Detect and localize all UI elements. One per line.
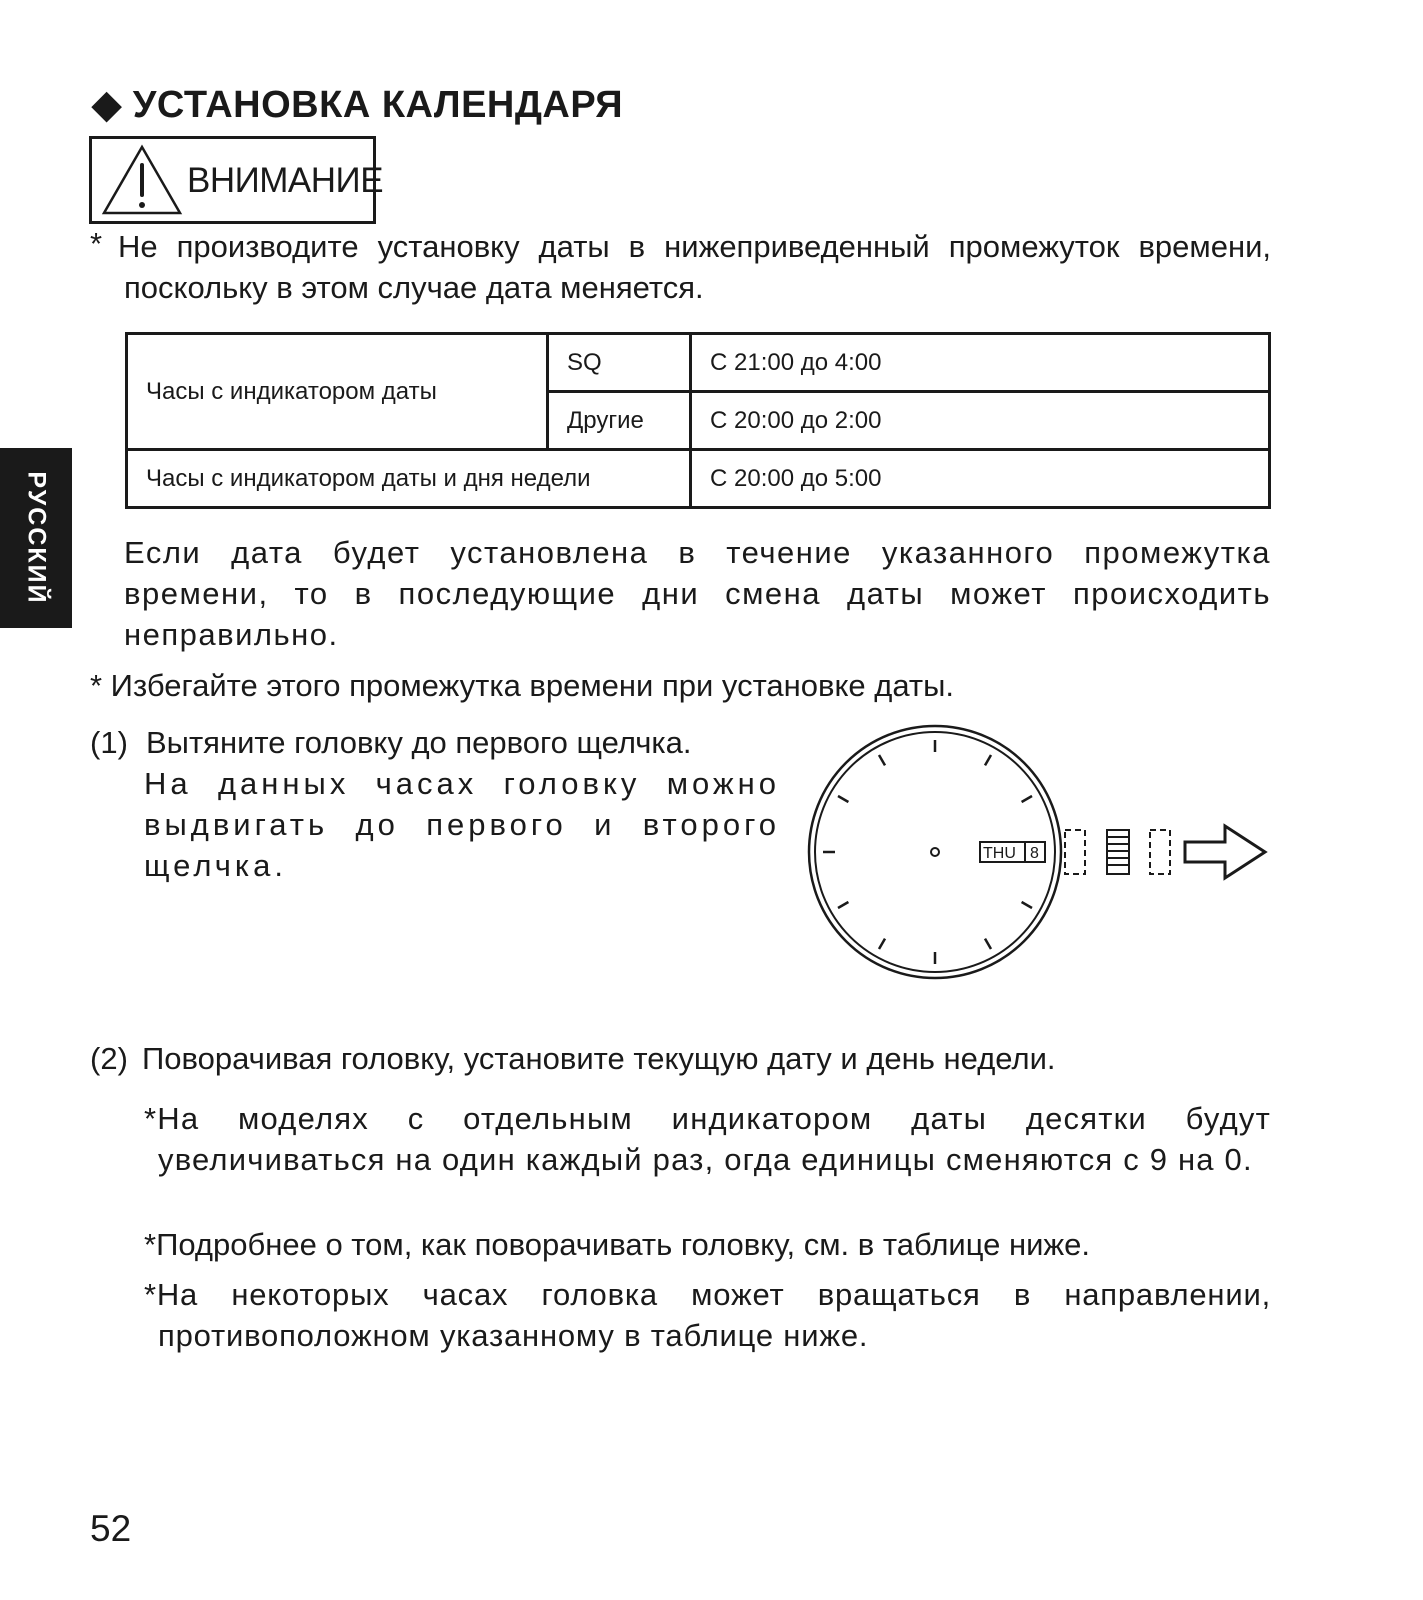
hour-marker: [879, 939, 885, 949]
caution-label: ВНИМАНИЕ: [187, 161, 384, 200]
table-cell-model: SQ: [548, 334, 691, 392]
hour-marker: [1022, 902, 1032, 908]
step1-line1: Вытяните головку до первого щелчка.: [146, 725, 692, 760]
language-tab: [0, 448, 72, 628]
pull-arrow-icon: [1185, 826, 1265, 878]
hour-marker: [1022, 796, 1032, 802]
crown-icon: [1065, 830, 1170, 874]
note-tens-digit: *На моделях с отдельным индикатором даты десятки будут увеличиваться на один каждый раз, огда единицы сменяются с 9 на 0.: [144, 1101, 1271, 1177]
note-crown-table: *Подробнее о том, как поворачивать головку, см. в таблице ниже.: [144, 1227, 1091, 1262]
note-reverse-direction: *На некоторых часах головка может вращаться в направлении, противоположном указанному в таблице ниже.: [144, 1277, 1271, 1353]
warning-triangle-icon: [100, 143, 184, 219]
step2-number: (2): [90, 1041, 128, 1076]
hour-marker: [838, 902, 848, 908]
page-number: 52: [90, 1508, 132, 1549]
step2-text: Поворачивая головку, установите текущую дату и день недели.: [142, 1041, 1056, 1076]
caution-note: Не производите установку даты в нижеприведенный промежуток времени, поскольку в этом случае дата меняется.: [118, 229, 1271, 305]
hour-marker: [985, 939, 991, 949]
table-cell-watch-type: Часы с индикатором даты и дня недели: [127, 450, 691, 508]
date-change-table: [125, 332, 1271, 509]
watch-diagram: [805, 718, 1285, 988]
section-title: ◆ УСТАНОВКА КАЛЕНДАРЯ: [92, 84, 624, 126]
table-cell-watch-type: Часы с индикатором даты: [127, 334, 548, 450]
note-star: *: [90, 226, 103, 261]
hour-marker: [879, 755, 885, 765]
warning-paragraph: Если дата будет установлена в течение указанного промежутка времени, то в последующие дни смена даты может происходить неправильно.: [124, 535, 1271, 652]
language-label: РУССКИЙ: [22, 471, 51, 605]
day-window: THU: [983, 845, 1016, 862]
date-window: 8: [1030, 845, 1039, 862]
hour-marker: [838, 796, 848, 802]
table-cell-period: С 21:00 до 4:00: [691, 334, 1270, 392]
caution-box: [89, 136, 384, 224]
hour-marker: [985, 755, 991, 765]
table-cell-model: Другие: [548, 392, 691, 450]
watch-face-icon: [809, 726, 1061, 978]
step1-detail: На данных часах головку можно выдвигать до первого и второго щелчка.: [144, 766, 780, 883]
table-cell-period: С 20:00 до 2:00: [691, 392, 1270, 450]
step1-number: (1): [90, 725, 128, 760]
table-cell-period: С 20:00 до 5:00: [691, 450, 1270, 508]
avoid-note: * Избегайте этого промежутка времени при установке даты.: [90, 668, 955, 703]
